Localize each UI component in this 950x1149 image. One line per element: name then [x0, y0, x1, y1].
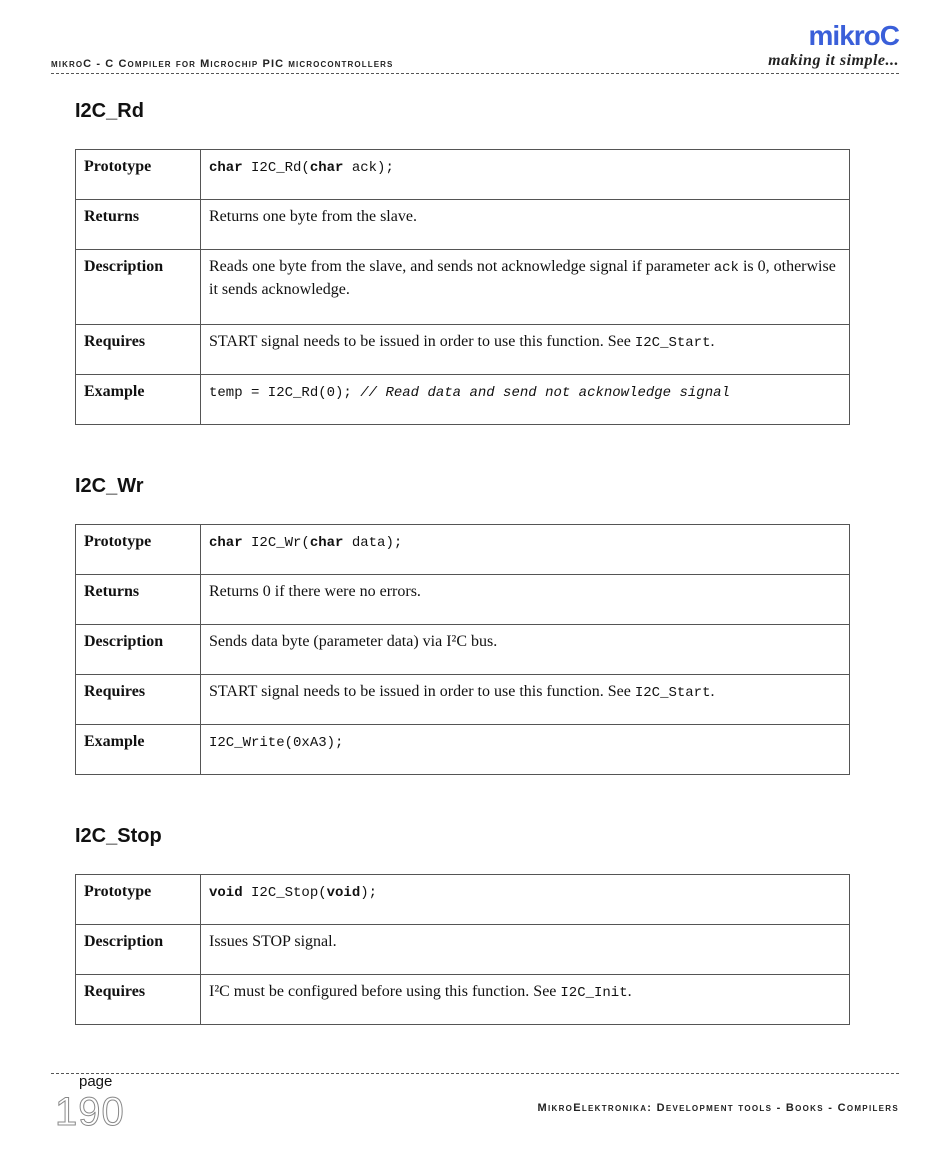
requires-text: .	[710, 333, 715, 350]
requires-text: START signal needs to be issued in order to use this function. See	[209, 683, 635, 700]
returns-value: Returns one byte from the slave.	[201, 200, 850, 250]
row-label: Description	[76, 250, 201, 325]
description-text: Reads one byte from the slave, and sends not acknowledge signal if parameter	[209, 258, 714, 275]
row-label: Example	[76, 375, 201, 425]
example-comment: // Read data and send not acknowledge signal	[360, 385, 730, 401]
table-row	[76, 375, 850, 425]
param-type: char	[309, 160, 344, 176]
return-type: char	[209, 160, 243, 176]
row-label: Returns	[76, 200, 201, 250]
i2c-stop-table	[75, 874, 850, 1025]
table-row	[76, 200, 850, 250]
row-label: Requires	[76, 325, 201, 375]
prototype-value	[201, 525, 850, 575]
row-label: Prototype	[76, 150, 201, 200]
row-label: Requires	[76, 975, 201, 1025]
example-value	[201, 725, 850, 775]
row-label: Returns	[76, 575, 201, 625]
section-title-i2c-stop: I2C_Stop	[75, 825, 162, 847]
function-name: I2C_Stop(	[242, 885, 327, 901]
requires-value	[201, 675, 850, 725]
page-number: 190	[55, 1090, 125, 1134]
return-type: char	[209, 535, 243, 551]
page-label: page	[79, 1073, 113, 1090]
function-name: I2C_Wr(	[242, 535, 310, 551]
footer-divider	[51, 1073, 899, 1074]
section-title-i2c-rd: I2C_Rd	[75, 100, 144, 122]
requires-text: .	[710, 683, 715, 700]
table-row	[76, 675, 850, 725]
prototype-value	[201, 150, 850, 200]
example-code: temp = I2C_Rd(0);	[209, 385, 361, 401]
table-row	[76, 625, 850, 675]
inline-code: ack	[713, 260, 739, 276]
return-type: void	[209, 885, 243, 901]
row-label: Example	[76, 725, 201, 775]
requires-text: I²C must be configured before using this function. See	[209, 983, 561, 1000]
param-type: void	[326, 885, 361, 901]
table-row	[76, 150, 850, 200]
row-label: Description	[76, 625, 201, 675]
param-rest: ack);	[343, 160, 394, 176]
description-text: is 0, otherwise it sends acknowledge.	[209, 258, 836, 298]
example-value	[201, 375, 850, 425]
param-type: char	[309, 535, 344, 551]
table-row	[76, 975, 850, 1025]
running-header: mikroC - C Compiler for Microchip PIC microcontrollers	[51, 58, 394, 70]
header-divider	[51, 73, 899, 74]
logo-tagline: making it simple...	[768, 52, 899, 69]
requires-text: .	[627, 983, 632, 1000]
inline-code: I2C_Start	[634, 685, 711, 701]
returns-value: Returns 0 if there were no errors.	[201, 575, 850, 625]
param-rest: );	[360, 885, 378, 901]
running-footer: MikroElektronika: Development tools - Books - Compilers	[537, 1102, 899, 1114]
row-label: Prototype	[76, 875, 201, 925]
param-rest: data);	[343, 535, 403, 551]
description-value	[201, 250, 850, 325]
prototype-value	[201, 875, 850, 925]
inline-code: I2C_Init	[560, 985, 628, 1001]
example-code: I2C_Write(0xA3);	[209, 735, 344, 751]
description-value: Issues STOP signal.	[201, 925, 850, 975]
requires-value	[201, 325, 850, 375]
row-label: Requires	[76, 675, 201, 725]
requires-text: START signal needs to be issued in order to use this function. See	[209, 333, 635, 350]
requires-value	[201, 975, 850, 1025]
section-title-i2c-wr: I2C_Wr	[75, 475, 144, 497]
table-row	[76, 250, 850, 325]
description-value: Sends data byte (parameter data) via I²C bus.	[201, 625, 850, 675]
table-row	[76, 725, 850, 775]
table-row	[76, 925, 850, 975]
i2c-rd-table	[75, 149, 850, 425]
mikroc-logo: mikroC	[808, 20, 899, 51]
table-row	[76, 575, 850, 625]
function-name: I2C_Rd(	[242, 160, 310, 176]
inline-code: I2C_Start	[634, 335, 711, 351]
i2c-wr-table	[75, 524, 850, 775]
table-row	[76, 325, 850, 375]
table-row	[76, 875, 850, 925]
row-label: Description	[76, 925, 201, 975]
table-row	[76, 525, 850, 575]
row-label: Prototype	[76, 525, 201, 575]
